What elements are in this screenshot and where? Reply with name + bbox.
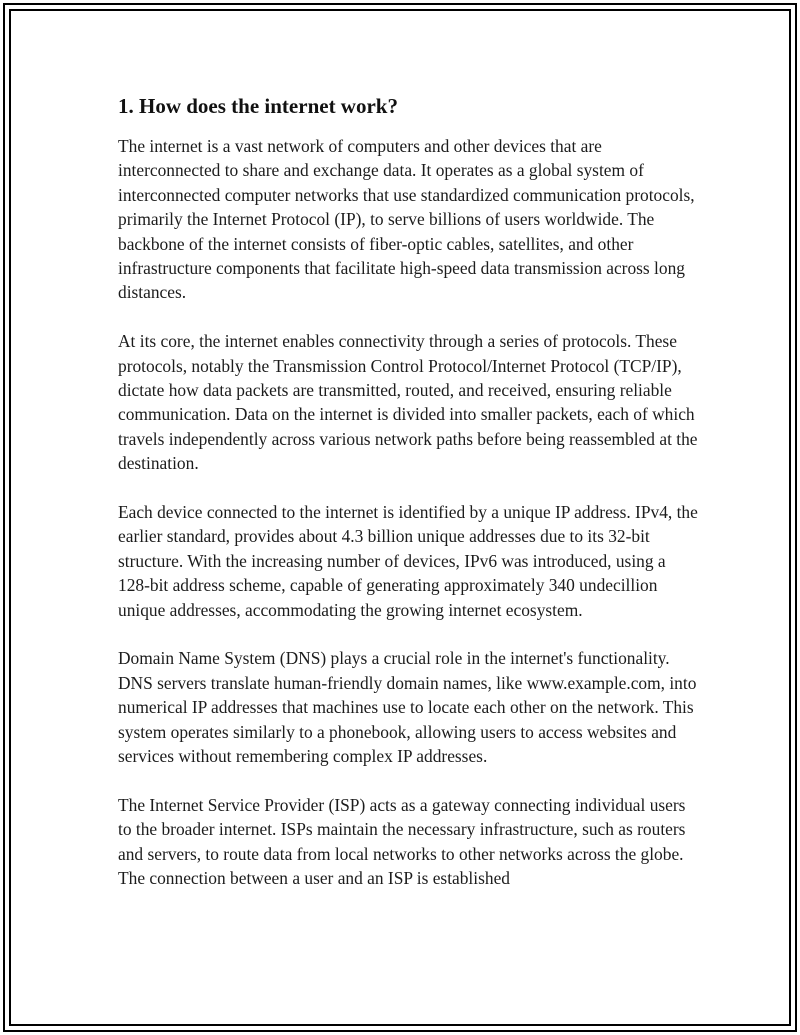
paragraph-isp: The Internet Service Provider (ISP) acts as a gateway connecting individual users to the broader internet. ISPs maintain the necessary infrastructure, such as routers and servers, to route data from local networks to other networks across the globe. The connection between a user and an ISP is established xyxy=(118,794,686,889)
paragraph-ip-addressing: Each device connected to the internet is identified by a unique IP address. IPv4, the earlier standard, provides about 4.3 billion unique addresses due to its 32-bit structure. With the increasing number of devices, IPv6 was introduced, using a 128-bit address scheme, capable of generating approximately 340 undecillion unique addresses, accommodating the growing internet ecosystem. xyxy=(118,502,698,620)
section-heading: 1. How does the internet work? xyxy=(118,94,398,118)
document-body xyxy=(118,92,698,891)
paragraph-protocols: At its core, the internet enables connectivity through a series of protocols. These protocols, notably the Transmission Control Protocol/Internet Protocol (TCP/IP), dictate how data packets are transmitted, routed, and received, ensuring reliable communication. Data on the internet is divided into smaller packets, each of which travels independently across various network paths before being reassembled at the destination. xyxy=(118,331,698,474)
paragraph-internet-overview: The internet is a vast network of computers and other devices that are interconnected to share and exchange data. It operates as a global system of interconnected computer networks that use standardized communication protocols, primarily the Internet Protocol (IP), to serve billions of users worldwide. The backbone of the internet consists of fiber-optic cables, satellites, and other infrastructure components that facilitate high-speed data transmission across long distances. xyxy=(118,136,695,303)
paragraph-dns: Domain Name System (DNS) plays a crucial role in the internet's functionality. DNS servers translate human-friendly domain names, like www.example.com, into numerical IP addresses that machines use to locate each other on the network. This system operates similarly to a phonebook, allowing users to access websites and services without remembering complex IP addresses. xyxy=(118,648,697,767)
